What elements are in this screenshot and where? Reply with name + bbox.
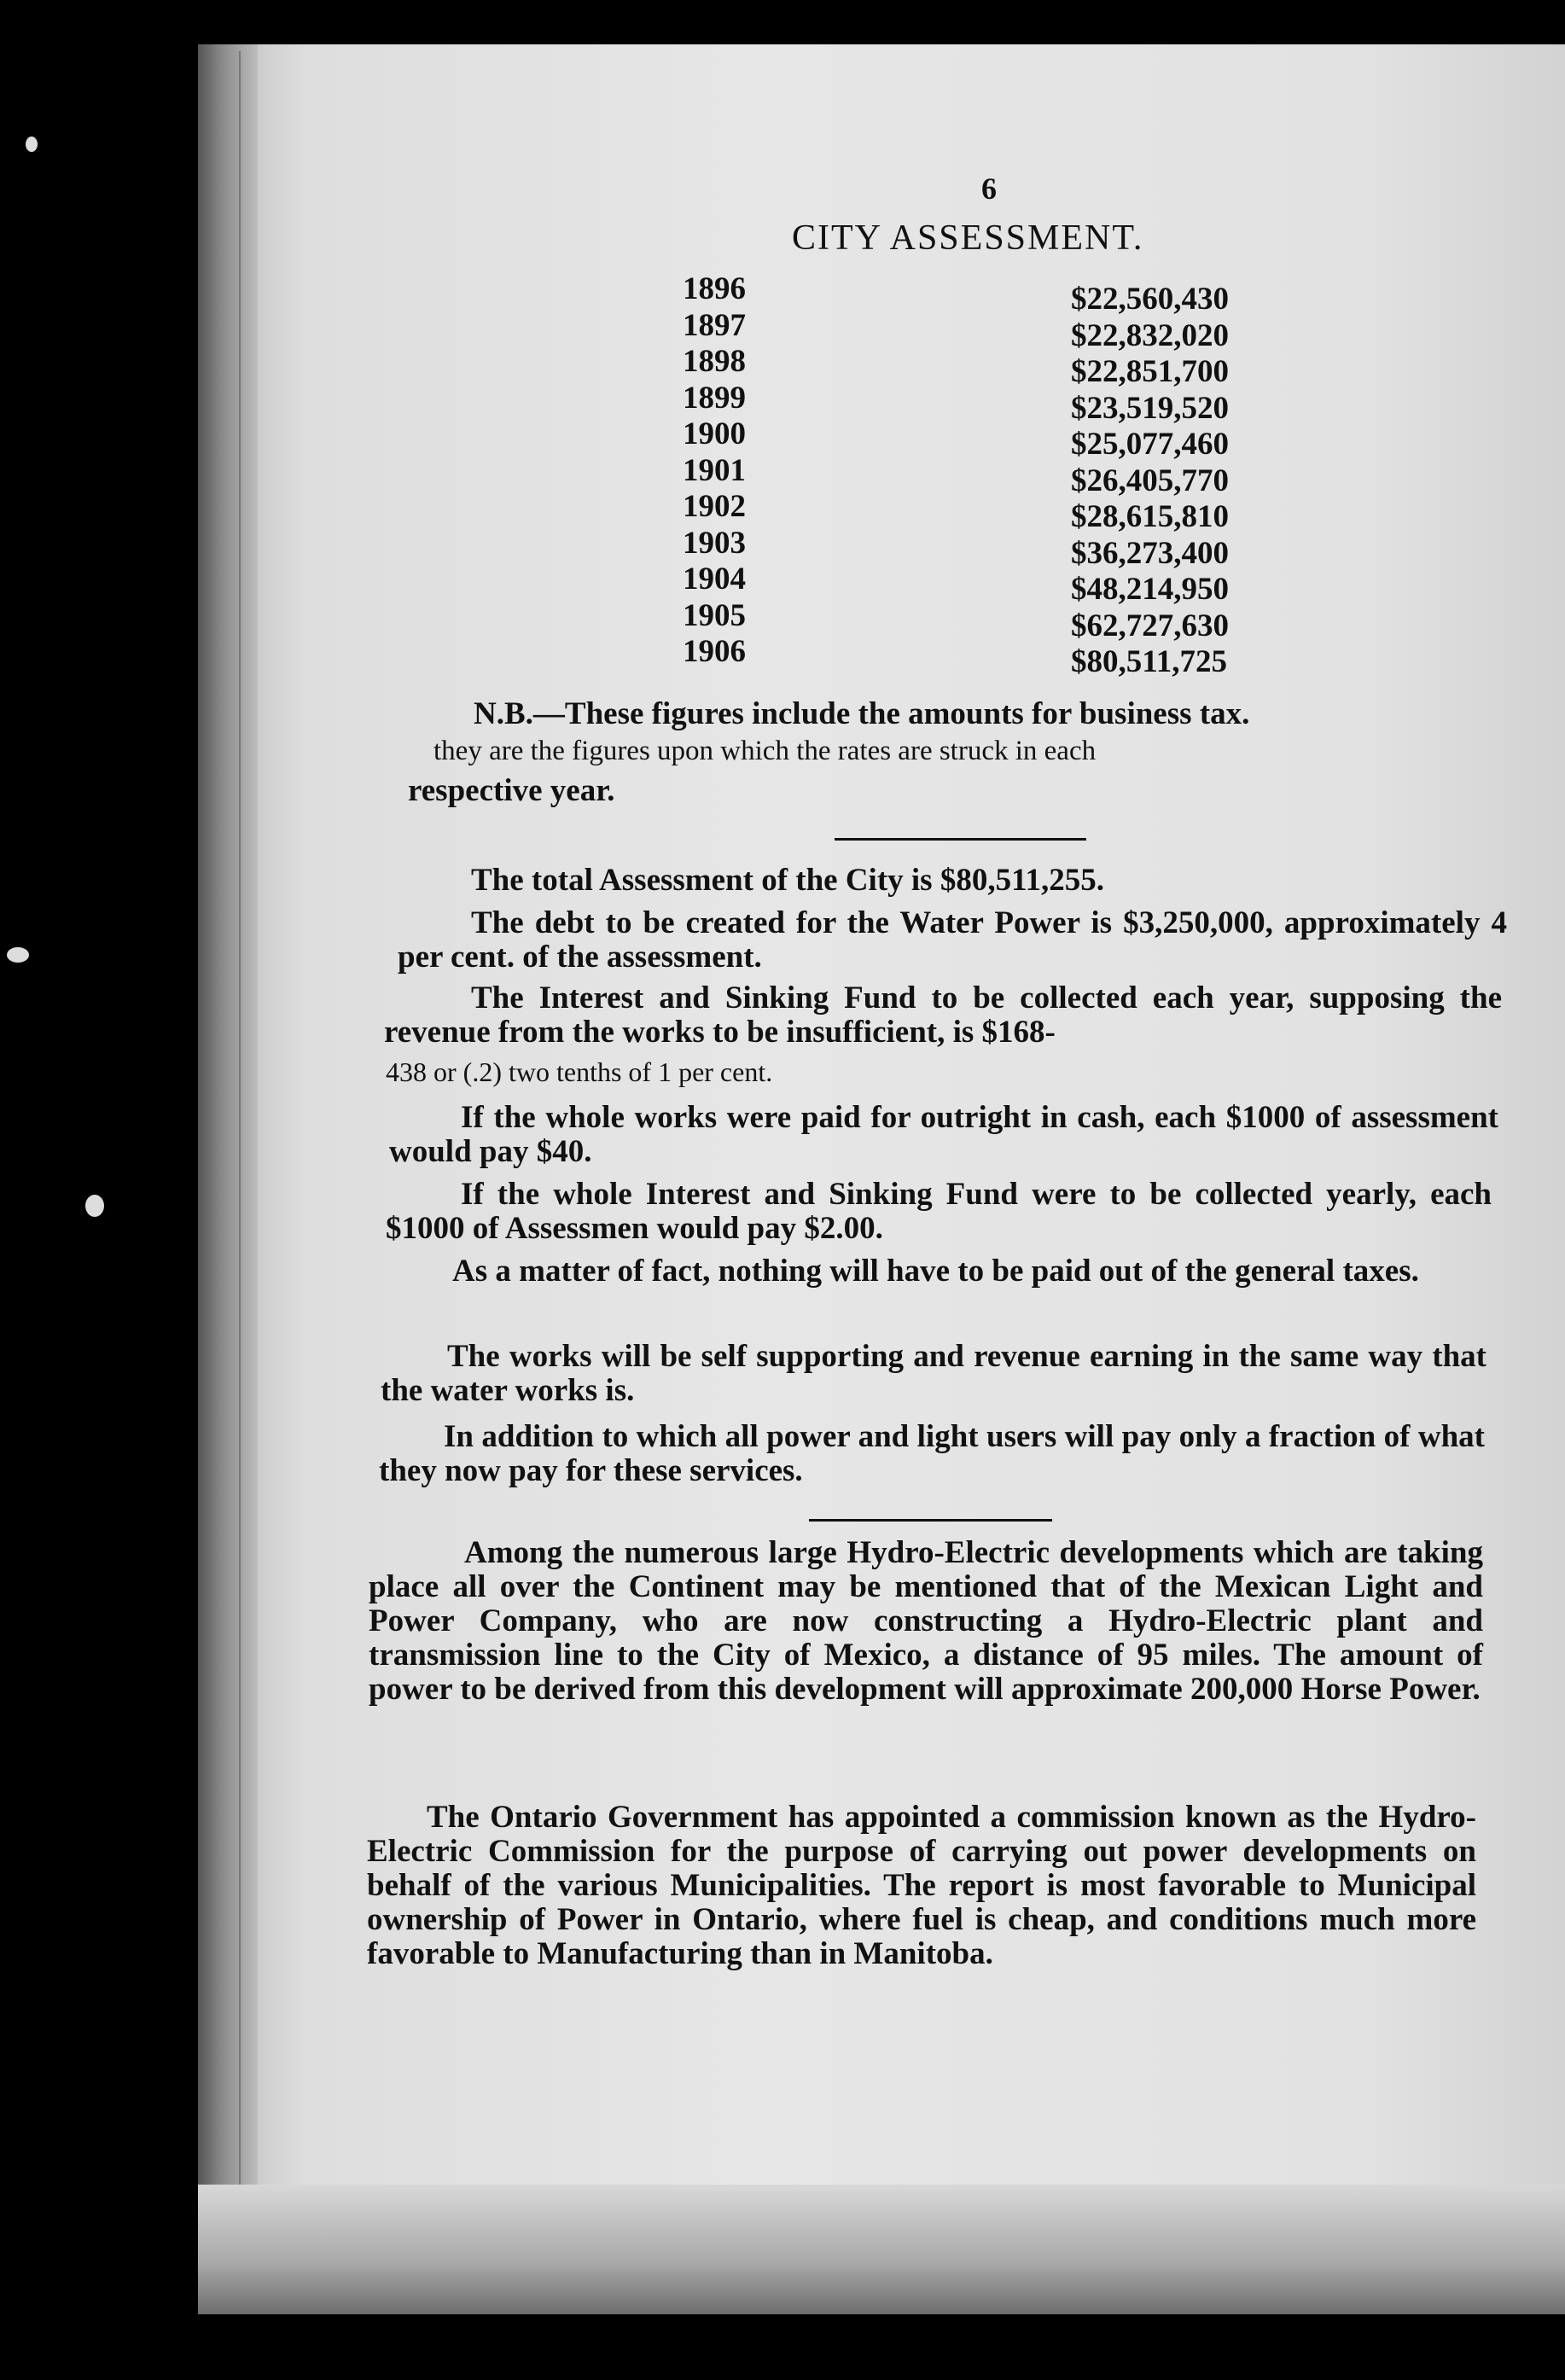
paragraph-fact: As a matter of fact, nothing will have to be paid out of the general taxes. <box>452 1254 1419 1289</box>
amount-cell: $80,511,725 <box>1071 644 1227 679</box>
paragraph-yearly: If the whole Interest and Sinking Fund were to be collected yearly, each $1000 of Assessmen would pay $2.00. <box>386 1177 1492 1246</box>
year-cell: 1902 <box>683 489 746 524</box>
note-line-3: respective year. <box>408 773 615 808</box>
paragraph-addition: In addition to which all power and light users will pay only a fraction of what they now pay for these services. <box>379 1419 1485 1488</box>
page-edge-line <box>239 51 241 2304</box>
paragraph-interest: The Interest and Sinking Fund to be collected each year, supposing the revenue from the works to be insufficient, is $168- <box>384 981 1502 1050</box>
year-cell: 1901 <box>683 452 746 488</box>
note-line-1: N.B.—These figures include the amounts for business tax. <box>474 696 1250 731</box>
assessment-years-column <box>683 271 746 671</box>
year-cell: 1904 <box>683 562 746 596</box>
binding-gutter <box>198 44 258 2314</box>
page-number: 6 <box>981 172 997 206</box>
year-cell: 1896 <box>683 271 746 306</box>
amount-cell: $25,077,460 <box>1071 427 1229 462</box>
dust-speck <box>26 137 38 152</box>
amount-cell: $48,214,950 <box>1071 572 1229 607</box>
note-line-2: they are the figures upon which the rates are struck in each <box>433 736 1097 766</box>
dust-speck <box>85 1195 104 1217</box>
amount-cell: $28,615,810 <box>1071 499 1229 534</box>
assessment-amounts-column <box>1071 282 1229 681</box>
year-cell: 1899 <box>683 380 746 416</box>
dust-speck <box>7 947 29 963</box>
year-cell: 1898 <box>683 344 746 379</box>
amount-cell: $22,832,020 <box>1071 317 1229 353</box>
paragraph-ontario: The Ontario Government has appointed a commission known as the Hydro-Electric Commission for the purpose of carrying out power developments on behalf of the various Municipalities. The report is most favorable to Municipal ownership of Power in Ontario, where fuel is cheap, and conditions much more favorable to Manufacturing than in Manitoba. <box>367 1800 1476 1971</box>
amount-cell: $22,560,430 <box>1071 282 1229 317</box>
bottom-shadow <box>198 2185 1565 2314</box>
section-divider <box>835 838 1086 841</box>
amount-cell: $23,519,520 <box>1071 390 1229 426</box>
paragraph-mexican: Among the numerous large Hydro-Electric developments which are taking place all over the Continent may be mentioned that of the Mexican Light and Power Company, who are now constructing a Hydro-Electric plant and transmission line to the City of Mexico, a distance of 95 miles. The amount of power to be derived from this development will approximate 200,000 Horse Power. <box>369 1535 1483 1707</box>
amount-cell: $62,727,630 <box>1071 608 1229 643</box>
year-cell: 1905 <box>683 597 746 633</box>
page-title: CITY ASSESSMENT. <box>792 218 1144 258</box>
paragraph-total: The total Assessment of the City is $80,511,255. <box>471 863 1105 898</box>
year-cell: 1900 <box>683 416 746 451</box>
paragraph-outright: If the whole works were paid for outright in cash, each $1000 of assessment would pay $40. <box>389 1100 1498 1169</box>
paragraph-self-supporting: The works will be self supporting and revenue earning in the same way that the water works is. <box>381 1339 1486 1408</box>
amount-cell: $36,273,400 <box>1071 535 1229 571</box>
paragraph-debt: The debt to be created for the Water Power is $3,250,000, approximately 4 per cent. of the assessment. <box>398 905 1507 975</box>
amount-cell: $22,851,700 <box>1071 354 1229 389</box>
section-divider <box>809 1519 1052 1522</box>
year-cell: 1903 <box>683 525 746 561</box>
year-cell: 1897 <box>683 307 746 343</box>
paragraph-interest-tail: 438 or (.2) two tenths of 1 per cent. <box>386 1056 773 1087</box>
year-cell: 1906 <box>683 634 746 669</box>
amount-cell: $26,405,770 <box>1071 463 1229 498</box>
